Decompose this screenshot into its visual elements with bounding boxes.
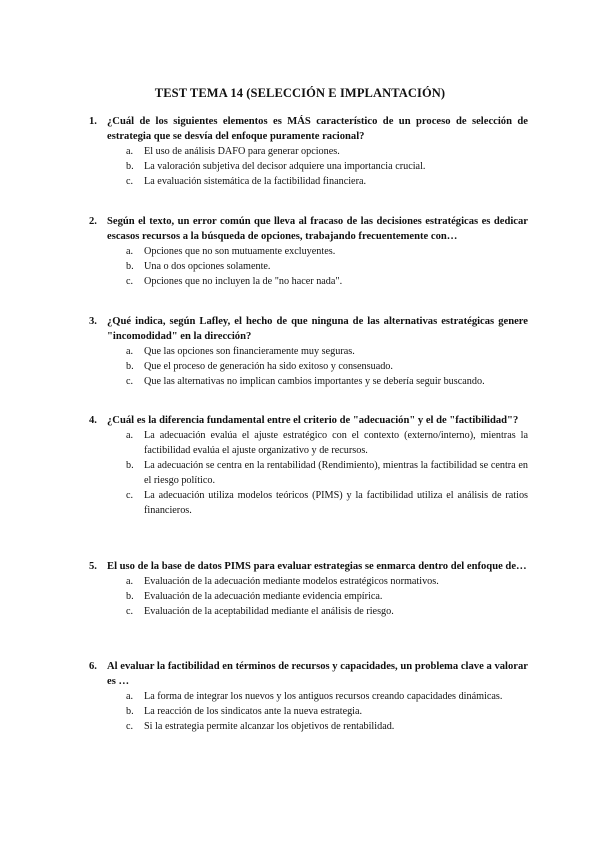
option-letter: a. xyxy=(126,576,134,587)
option-text: Evaluación de la adecuación mediante modelos estratégicos normativos. xyxy=(144,576,439,587)
question-text: ¿Cuál es la diferencia fundamental entre el criterio de "adecuación" y el de "factibilidad"? xyxy=(107,415,519,426)
question-text: ¿Cuál de los siguientes elementos es MÁS característico de un proceso de selección de estrategia que se desvía del enfoque puramente racional? xyxy=(107,116,528,142)
option-text: La valoración subjetiva del decisor adquiere una importancia crucial. xyxy=(144,161,426,172)
option-text: Evaluación de la adecuación mediante evidencia empírica. xyxy=(144,591,383,602)
page-title: TEST TEMA 14 (SELECCIÓN E IMPLANTACIÓN) xyxy=(154,86,446,100)
question-5 xyxy=(90,559,528,619)
question-text: Al evaluar la factibilidad en términos de recursos y capacidades, un problema clave a valorar es … xyxy=(107,661,528,687)
option-c xyxy=(90,174,528,189)
option-text: La forma de integrar los nuevos y los antiguos recursos creando capacidades dinámicas. xyxy=(144,691,503,702)
question-number: 6. xyxy=(89,661,97,672)
option-text: La adecuación utiliza modelos teóricos (PIMS) y la factibilidad utiliza el análisis de ratios financieros. xyxy=(144,490,528,516)
option-letter: c. xyxy=(126,606,134,617)
option-letter: a. xyxy=(126,146,134,157)
option-letter: b. xyxy=(126,161,134,172)
option-letter: c. xyxy=(126,490,134,501)
question-text: El uso de la base de datos PIMS para evaluar estrategias se enmarca dentro del enfoque de… xyxy=(107,561,527,572)
question-heading xyxy=(90,114,528,144)
option-letter: b. xyxy=(126,591,134,602)
option-list xyxy=(90,244,528,289)
question-1 xyxy=(90,114,528,189)
option-list xyxy=(90,689,528,734)
question-6 xyxy=(90,659,528,734)
question-number: 1. xyxy=(89,116,97,127)
option-c xyxy=(90,604,528,619)
option-text: Una o dos opciones solamente. xyxy=(144,261,271,272)
option-text: Que las opciones son financieramente muy seguras. xyxy=(144,346,355,357)
option-list xyxy=(90,144,528,189)
option-letter: a. xyxy=(126,246,134,257)
option-text: Opciones que no incluyen la de "no hacer nada". xyxy=(144,276,343,287)
option-text: Si la estrategia permite alcanzar los objetivos de rentabilidad. xyxy=(144,721,395,732)
question-4 xyxy=(90,413,528,518)
question-heading xyxy=(90,559,528,574)
option-c xyxy=(90,488,528,518)
question-heading xyxy=(90,659,528,689)
option-letter: c. xyxy=(126,276,134,287)
option-letter: a. xyxy=(126,346,134,357)
option-a xyxy=(90,689,528,704)
option-text: La adecuación evalúa el ajuste estratégico con el contexto (externo/interno), mientras la factibilidad evalúa el ajuste organizativo y de recursos. xyxy=(144,430,528,456)
option-a xyxy=(90,244,528,259)
option-text: Evaluación de la aceptabilidad mediante el análisis de riesgo. xyxy=(144,606,394,617)
option-a xyxy=(90,428,528,458)
option-b xyxy=(90,159,528,174)
option-a xyxy=(90,344,528,359)
option-letter: b. xyxy=(126,460,134,471)
option-text: La adecuación se centra en la rentabilidad (Rendimiento), mientras la factibilidad se centra en el riesgo político. xyxy=(144,460,528,486)
option-b xyxy=(90,359,528,374)
option-a xyxy=(90,144,528,159)
question-number: 2. xyxy=(89,216,97,227)
option-letter: a. xyxy=(126,430,134,441)
option-text: Que las alternativas no implican cambios importantes y se debería seguir buscando. xyxy=(144,376,485,387)
option-letter: b. xyxy=(126,706,134,717)
question-heading xyxy=(90,214,528,244)
question-heading xyxy=(90,413,528,428)
option-text: Opciones que no son mutuamente excluyentes. xyxy=(144,246,336,257)
option-c xyxy=(90,274,528,289)
option-letter: c. xyxy=(126,376,134,387)
question-heading xyxy=(90,314,528,344)
question-2 xyxy=(90,214,528,289)
option-letter: b. xyxy=(126,261,134,272)
option-list xyxy=(90,574,528,619)
option-b xyxy=(90,589,528,604)
option-b xyxy=(90,259,528,274)
option-a xyxy=(90,574,528,589)
question-number: 3. xyxy=(89,316,97,327)
option-text: La reacción de los sindicatos ante la nueva estrategia. xyxy=(144,706,363,717)
option-text: La evaluación sistemática de la factibilidad financiera. xyxy=(144,176,367,187)
question-3 xyxy=(90,314,528,389)
option-b xyxy=(90,704,528,719)
option-c xyxy=(90,374,528,389)
option-b xyxy=(90,458,528,488)
question-number: 5. xyxy=(89,561,97,572)
option-c xyxy=(90,719,528,734)
question-text: ¿Qué indica, según Lafley, el hecho de que ninguna de las alternativas estratégicas genere "incomodidad" en la dirección? xyxy=(107,316,528,342)
option-text: Que el proceso de generación ha sido exitoso y consensuado. xyxy=(144,361,393,372)
option-letter: c. xyxy=(126,176,134,187)
option-text: El uso de análisis DAFO para generar opciones. xyxy=(144,146,340,157)
option-list xyxy=(90,428,528,518)
option-letter: a. xyxy=(126,691,134,702)
option-list xyxy=(90,344,528,389)
option-letter: b. xyxy=(126,361,134,372)
question-text: Según el texto, un error común que lleva al fracaso de las decisiones estratégicas es dedicar escasos recursos a la búsqueda de opciones, trabajando frecuentemente con… xyxy=(107,216,528,242)
option-letter: c. xyxy=(126,721,134,732)
question-number: 4. xyxy=(89,415,97,426)
